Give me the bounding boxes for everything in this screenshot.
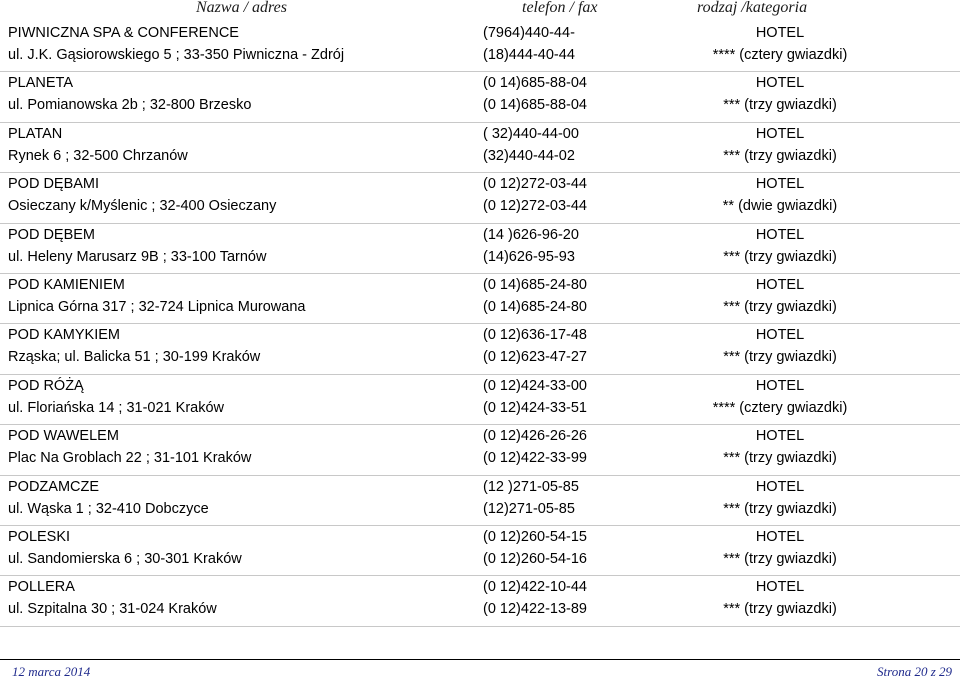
hotel-address: ul. Sandomierska 6 ; 30-301 Kraków: [8, 550, 242, 567]
hotel-phone: (12 )271-05-85: [483, 478, 579, 495]
header-name-address: Nazwa / adres: [196, 0, 287, 16]
hotel-category: **** (cztery gwiazdki): [712, 399, 848, 416]
hotel-type: HOTEL: [755, 327, 805, 344]
hotel-address: Rynek 6 ; 32-500 Chrzanów: [8, 147, 188, 164]
footer-divider: [0, 659, 960, 660]
hotel-category: *** (trzy gwiazdki): [723, 248, 837, 265]
hotel-category: **** (cztery gwiazdki): [712, 47, 848, 63]
hotel-type: HOTEL: [755, 478, 805, 495]
list-item: [0, 22, 960, 72]
hotel-phone: (0 12)426-26-26: [483, 428, 587, 445]
hotel-type: HOTEL: [755, 75, 805, 92]
hotel-category: *** (trzy gwiazdki): [723, 97, 837, 114]
header-phone-fax: telefon / fax: [522, 0, 598, 16]
hotel-address: ul. Wąska 1 ; 32-410 Dobczyce: [8, 500, 209, 517]
hotel-name: PODZAMCZE: [8, 478, 100, 495]
hotel-category: *** (trzy gwiazdki): [723, 298, 837, 315]
list-item: [0, 526, 960, 576]
header-type-category: rodzaj /kategoria: [697, 0, 808, 16]
hotel-list: [0, 22, 960, 627]
hotel-fax: (0 12)422-13-89: [483, 601, 587, 618]
column-header: [0, 0, 960, 19]
hotel-category: *** (trzy gwiazdki): [723, 601, 837, 618]
hotel-category: *** (trzy gwiazdki): [723, 349, 837, 366]
hotel-fax: (32)440-44-02: [483, 147, 575, 164]
hotel-name: POD RÓŻĄ: [8, 377, 84, 394]
hotel-address: Rząska; ul. Balicka 51 ; 30-199 Kraków: [8, 349, 261, 366]
hotel-address: ul. Szpitalna 30 ; 31-024 Kraków: [8, 601, 217, 618]
hotel-category: *** (trzy gwiazdki): [723, 147, 837, 164]
hotel-phone: (0 12)636-17-48: [483, 327, 587, 344]
hotel-type: HOTEL: [755, 579, 805, 596]
hotel-phone: (14 )626-96-20: [483, 226, 579, 243]
list-item: [0, 324, 960, 374]
hotel-fax: (0 12)260-54-16: [483, 550, 587, 567]
hotel-phone: (7964)440-44-: [483, 25, 575, 41]
list-item: [0, 425, 960, 475]
hotel-phone: (0 12)424-33-00: [483, 377, 587, 394]
hotel-name: PIWNICZNA SPA & CONFERENCE: [8, 25, 239, 41]
list-item: [0, 72, 960, 122]
hotel-phone: ( 32)440-44-00: [483, 125, 579, 142]
list-item: [0, 576, 960, 626]
hotel-type: HOTEL: [755, 428, 805, 445]
hotel-type: HOTEL: [755, 176, 805, 193]
list-item: [0, 274, 960, 324]
list-item: [0, 224, 960, 274]
hotel-fax: (0 12)272-03-44: [483, 198, 587, 215]
hotel-name: POD KAMIENIEM: [8, 276, 125, 293]
hotel-type: HOTEL: [755, 377, 805, 394]
hotel-category: *** (trzy gwiazdki): [723, 550, 837, 567]
hotel-category: ** (dwie gwiazdki): [722, 198, 838, 215]
hotel-fax: (0 12)623-47-27: [483, 349, 587, 366]
list-item: [0, 375, 960, 425]
hotel-fax: (0 12)424-33-51: [483, 399, 587, 416]
hotel-fax: (18)444-40-44: [483, 47, 575, 63]
hotel-fax: (0 12)422-33-99: [483, 450, 587, 467]
hotel-name: PLATAN: [8, 125, 63, 142]
hotel-type: HOTEL: [755, 276, 805, 293]
hotel-name: POLESKI: [8, 528, 71, 545]
hotel-name: PLANETA: [8, 75, 74, 92]
hotel-name: POLLERA: [8, 579, 75, 596]
hotel-address: Osieczany k/Myślenic ; 32-400 Osieczany: [8, 198, 277, 215]
hotel-type: HOTEL: [755, 226, 805, 243]
hotel-name: POD DĘBEM: [8, 226, 96, 243]
list-item: [0, 173, 960, 223]
hotel-phone: (0 12)422-10-44: [483, 579, 587, 596]
hotel-fax: (12)271-05-85: [483, 500, 575, 517]
hotel-name: POD KAMYKIEM: [8, 327, 120, 344]
hotel-address: ul. Pomianowska 2b ; 32-800 Brzesko: [8, 97, 252, 114]
hotel-phone: (0 14)685-88-04: [483, 75, 587, 92]
list-item: [0, 476, 960, 526]
hotel-phone: (0 12)260-54-15: [483, 528, 587, 545]
hotel-phone: (0 14)685-24-80: [483, 276, 587, 293]
hotel-category: *** (trzy gwiazdki): [723, 450, 837, 467]
hotel-type: HOTEL: [755, 528, 805, 545]
footer-date: 12 marca 2014: [12, 664, 91, 679]
hotel-name: POD DĘBAMI: [8, 176, 100, 193]
hotel-name: POD WAWELEM: [8, 428, 119, 445]
list-item: [0, 123, 960, 173]
hotel-type: HOTEL: [755, 125, 805, 142]
hotel-type: HOTEL: [755, 25, 805, 41]
hotel-address: Plac Na Groblach 22 ; 31-101 Kraków: [8, 450, 252, 467]
hotel-address: ul. Heleny Marusarz 9B ; 33-100 Tarnów: [8, 248, 267, 265]
hotel-fax: (0 14)685-24-80: [483, 298, 587, 315]
hotel-address: Lipnica Górna 317 ; 32-724 Lipnica Murowana: [8, 298, 306, 315]
hotel-address: ul. J.K. Gąsiorowskiego 5 ; 33-350 Piwniczna - Zdrój: [8, 47, 345, 63]
hotel-fax: (0 14)685-88-04: [483, 97, 587, 114]
hotel-fax: (14)626-95-93: [483, 248, 575, 265]
hotel-address: ul. Floriańska 14 ; 31-021 Kraków: [8, 399, 224, 416]
hotel-phone: (0 12)272-03-44: [483, 176, 587, 193]
page-number: Strona 20 z 29: [877, 664, 952, 679]
hotel-category: *** (trzy gwiazdki): [723, 500, 837, 517]
